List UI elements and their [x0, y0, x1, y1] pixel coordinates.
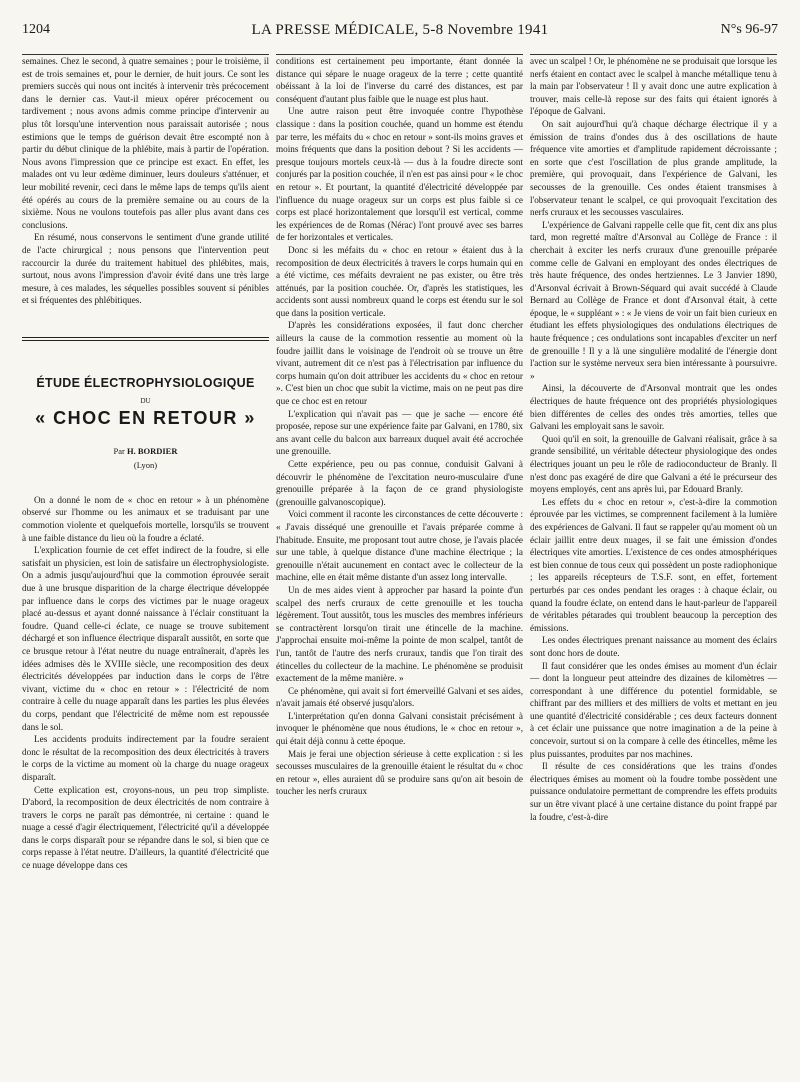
col1-top-text — [22, 55, 269, 307]
paragraph: En résumé, nous conservons le sentiment d'une grande utilité de l'acte chirurgical ; nous pensons que l'intervention peut raccourcir la durée du traitement habituel des phlébites, mais, surtout, nous avons l'impression d'avoir évité dans une très large mesure, à ces malades, les séquelles possibles souvent si pénibles et si fréquentes des phlébitiques. — [22, 232, 269, 306]
column-1 — [22, 52, 269, 872]
author-place: (Lyon) — [133, 460, 158, 471]
author: H. BORDIER — [126, 445, 178, 456]
article-du: DU — [140, 397, 151, 406]
paragraph: Ainsi, la découverte de d'Arsonval montrait que les ondes électriques de haute fréquence ont des propriétés physiologiques bien différentes de celles des ondes très amorties, telles que Galvani les employait sans le savoir. — [530, 383, 777, 432]
paragraph: Les ondes électriques prenant naissance au moment des éclairs sont donc hors de doute. — [530, 635, 777, 658]
paragraph: L'explication fournie de cet effet indirect de la foudre, si elle satisfait un physicien, est loin de satisfaire un électrophysiologiste. On a admis jusqu'aujourd'hui que la commotion éprouvée serait due à une brusque disparition de la charge électrique développée par influence dans le corps des victimes par le nuage orageux placé au-dessus et ayant donné naissance à l'éclair constituant la foudre. Quand celle-ci éclate, ce nuage se trouve subitement déchargé et son influence électrique disparaît aussitôt, en sorte que ce brusque retour à l'état neutre du nuage entraînerait, d'après les idées admises dès le XVIIIe siècle, une recomposition des deux électricités développées par induction dans le corps de l'être vivant, victime du « choc en retour » : l'électricité de nom contraire à celle du nuage apparaît dans les parties les plus élevées du corps, pendant que l'électricité de même nom est repoussée dans le sol. — [22, 545, 269, 732]
paragraph: L'expérience de Galvani rappelle celle que fit, cent dix ans plus tard, mon regretté maître d'Arsonval au Collège de France : il cherchait à exciter les nerfs cruraux d'une grenouille préparée comme celle de Galvani en employant des ondes électriques de très haute fréquence, des ondes hertziennes. Le 3 Janvier 1890, d'Arsonval écrivait à Brown-Séquard qui avait succédé à Claude Bernard au Collège de France et dont d'Arsonval était, à cette époque, le « suppléant » : « Je viens de voir un fait bien curieux en étudiant les effets physiologiques des ondulations électriques de haute fréquence ; ces ondulations sont incapables d'exciter un nerf de grenouille ! Il y a là une singulière modalité de l'énergie dont l'action sur le système nerveux sera bien intéressante à poursuivre. » — [530, 219, 777, 381]
col1-article-text — [22, 494, 269, 872]
paragraph: Ce phénomène, qui avait si fort émerveillé Galvani et ses aides, n'avait jamais été observé jusqu'alors. — [276, 685, 523, 709]
paragraph: On sait aujourd'hui qu'à chaque décharge électrique il y a émission de trains d'ondes dus à des oscillations de haute fréquence vite amorties et d'amplitude rapidement décroissante ; en sorte que c'est l'oscillation de plus grande amplitude, la première, qui provoquait, dans l'expérience de Galvani, les secousses de la grenouille. Ces ondes étaient transmises à l'observateur tenant le scalpel, ce qui provoquait l'excitation des nerfs cruraux et les secousses vasculaires. — [530, 118, 777, 218]
column-2 — [276, 52, 523, 798]
section-divider — [22, 337, 269, 341]
article-title: ÉTUDE ÉLECTROPHYSIOLOGIQUE — [36, 375, 255, 390]
journal-title: LA PRESSE MÉDICALE, 5-8 Novembre 1941 — [251, 22, 549, 38]
paragraph: conditions est certainement peu importante, étant donnée la distance qui sépare le nuage orageux de la terre ; cette quantité obéissant à la loi de l'inverse du carré des distances, est par conséquent d'autant plus faible que le nuage est plus haut. — [276, 56, 523, 104]
issue-number: N°s 96-97 — [720, 22, 778, 37]
paragraph: Une autre raison peut être invoquée contre l'hypothèse classique : dans la position couchée, quand un homme est étendu par terre, les méfaits du « choc en retour » sont-ils moins graves et moins fréquents que dans la position debout ? Si les accidents — presque toujours mortels ceux-là — dus à la foudre directe sont conjurés par la position couchée, il n'en est pas ainsi pour « le choc en retour ». Et pourtant, la quantité d'électricité développée par l'influence du nuage orageux sur un corps est plus faible si ce corps est placé horizontalement que lorsqu'il est vertical, comme les expériences de de Romas (Nérac) l'ont prouvé avec ses barres de fer horizontales et verticales. — [276, 106, 523, 243]
byline-prefix: Par — [113, 445, 125, 456]
paragraph: D'après les considérations exposées, il faut donc chercher ailleurs la cause de la commotion ressentie au moment où la foudre jaillit dans le voisinage de l'endroit où se trouve un être vivant, autrement dit ce n'est pas à l'électrisation par influence du corps humain qu'on doit attribuer les accidents du « choc en retour ». C'est bien un choc que subit la victime, mais on ne peut pas dire que ce choc est en retour — [276, 320, 523, 407]
article-headline: « CHOC EN RETOUR » — [35, 408, 256, 429]
paragraph: Mais je ferai une objection sérieuse à cette explication : si les secousses musculaires de la grenouille étaient le résultat du « choc en retour », elles auraient dû se produire sans qu'on ait besoin de toucher les nerfs cruraux — [276, 748, 523, 797]
byline — [22, 445, 269, 458]
paragraph: Cette expérience, peu ou pas connue, conduisit Galvani à découvrir le phénomène de l'excitation neuro-musculaire d'une grenouille préparée à la façon de ce grand physiologiste (grenouille galvanoscopique). — [276, 459, 523, 507]
paragraph: semaines. Chez le second, à quatre semaines ; pour le troisième, il est de trois semaines et, pour le dernier, de huit jours. Ce sont les premiers succès qui nous ont incités à intervenir très précocement dans le dernier cas. Vaut-il mieux opérer précocement ou tardivement ; nous avons admis comme principe d'intervenir au plus tôt lorsqu'une intervention nous paraissait autorisée ; nous estimions que le temps de guérison devait être escompté non à partir du début clinique de la phlébite, mais à partir de l'opération. Nous avons l'impression que ce principe est exact. En effet, les malades ont vu leur œdème diminuer, leurs douleurs s'atténuer, et leur mobilité revenir, ceci dans le même laps de temps qu'ils aient été opérés au cours de la première semaine ou au cours de la sixième. Nous ne voulons toutefois pas aller plus avant dans ces conclusions. — [22, 56, 269, 230]
paragraph: Il faut considérer que les ondes émises au moment d'un éclair — dont la longueur peut atteindre des dizaines de kilomètres — correspondant à une différence du potentiel formidable, se chiffrant par des milliers et des milliers de volts et mettant en jeu une quantité d'électricité considérable ; ces deux facteurs donnent à cet éclair une puissance que notre imagination a de la peine à concevoir, surtout si on la compare à celle des étincelles, même les plus puissantes, produites par nos machines. — [530, 660, 777, 759]
paragraph: On a donné le nom de « choc en retour » à un phénomène observé sur l'homme ou les animaux et se traduisant par une commotion violente et quelquefois mortelle, lorsqu'ils se trouvent à une faible distance du lieu où la foudre a éclaté. — [22, 494, 269, 543]
paragraph: Cette explication est, croyons-nous, un peu trop simpliste. D'abord, la recomposition de deux électricités de nom contraire à travers le corps ne paraît pas démontrée, ni certaine : quand le nuage a cessé d'agir électriquement, l'électricité qu'il a développée dans le corps disparaît pour se répandre dans le sol, si bien que ce corps repasse à l'état neutre. D'ailleurs, la quantité d'électricité que ce nuage développe dans ces — [22, 784, 269, 871]
paragraph: avec un scalpel ! Or, le phénomène ne se produisait que lorsque les nerfs étaient en contact avec le scalpel à manche métallique tenu à la main par l'observateur ! Il y avait donc une autre explication à trouver, mais celle-là repose sur des faits qui étaient ignorés à l'époque de Galvani. — [530, 56, 777, 117]
running-header — [22, 22, 778, 46]
page-number: 1204 — [22, 22, 50, 37]
column-3 — [530, 52, 777, 823]
paragraph: L'interprétation qu'en donna Galvani consistait précisément à invoquer le phénomène que nous étudions, le « choc en retour », qui était déjà connu à cette époque. — [276, 710, 523, 747]
paragraph: Voici comment il raconte les circonstances de cette découverte : « J'avais disséqué une grenouille et l'avais préparée comme à l'habitude. Ensuite, me proposant tout autre chose, je l'avais placée sur une table, à quelque distance d'une machine électrique ; la grenouille n'était aucunement en contact avec le collecteur de la machine, elle en était même distante d'un assez long intervalle. — [276, 509, 523, 583]
paragraph: Donc si les méfaits du « choc en retour » étaient dus à la recomposition de deux électricités à travers le corps humain qui en a été victime, ces méfaits devraient ne pas exister, ou être très atténués, par la position couchée. Or, d'après les statistiques, les accidents sont aussi nombreux quand le corps est étendu sur le sol que dans la position verticale. — [276, 244, 523, 318]
paragraph: Les accidents produits indirectement par la foudre seraient donc le résultat de la recomposition des deux électricités à travers le corps de la victime au moment où la charge du nuage orageux disparaît. — [22, 734, 269, 782]
paragraph: Les effets du « choc en retour », c'est-à-dire la commotion éprouvée par les victimes, se comprennent facilement à la lumière des expériences de Galvani. Il faut se rappeler qu'au moment où un éclair jaillit entre deux nuages, il se fait une émission d'ondes électriques vite amorties. L'existence de ces ondes atmosphériques est bien connue de tous ceux qui possèdent un poste radiophonique ; les appareils récepteurs de T.S.F. sont, en effet, fortement perturbés par ces ondes pendant les orages : à chaque éclair, ou quand la foudre éclate, on entend dans le haut-parleur de l'appareil de véritables pétarades qui troublent beaucoup la perception des émissions. — [530, 496, 777, 633]
paragraph: Un de mes aides vient à approcher par hasard la pointe d'un scalpel des nerfs cruraux de cette grenouille et les toucha légèrement. Tout aussitôt, tous les muscles des membres inférieurs se contractèrent lorsqu'on tirait une étincelle de la machine. J'approchai ensuite moi-même la pointe de mon scalpel, tantôt de l'un, tantôt de l'autre des nerfs cruraux, tandis que l'on tirait des étincelles du collecteur de la machine. Le phénomène se produisit exactement de la même manière. » — [276, 584, 523, 684]
paragraph: Quoi qu'il en soit, la grenouille de Galvani réalisait, grâce à sa grande sensibilité, un véritable détecteur physiologique des ondes électriques jouant un peu le rôle de radioconducteur de Branly. Il n'est donc pas exagéré de dire que Galvani a été le précurseur des moyens employés, cent ans après lui, par Edouard Branly. — [530, 433, 777, 495]
paragraph: Il résulte de ces considérations que les trains d'ondes électriques émises au moment où la foudre tombe possèdent une puissance ondulatoire permettant de comprendre les effets produits sur un être vivant placé à une certaine distance du point frappé par la foudre, c'est-à-dire — [530, 761, 777, 822]
paragraph: L'explication qui n'avait pas — que je sache — encore été proposée, repose sur une expérience faite par Galvani, en 1780, six ans avant celle du balcon aux barreaux duquel avait été accrochée une grenouille. — [276, 408, 523, 457]
